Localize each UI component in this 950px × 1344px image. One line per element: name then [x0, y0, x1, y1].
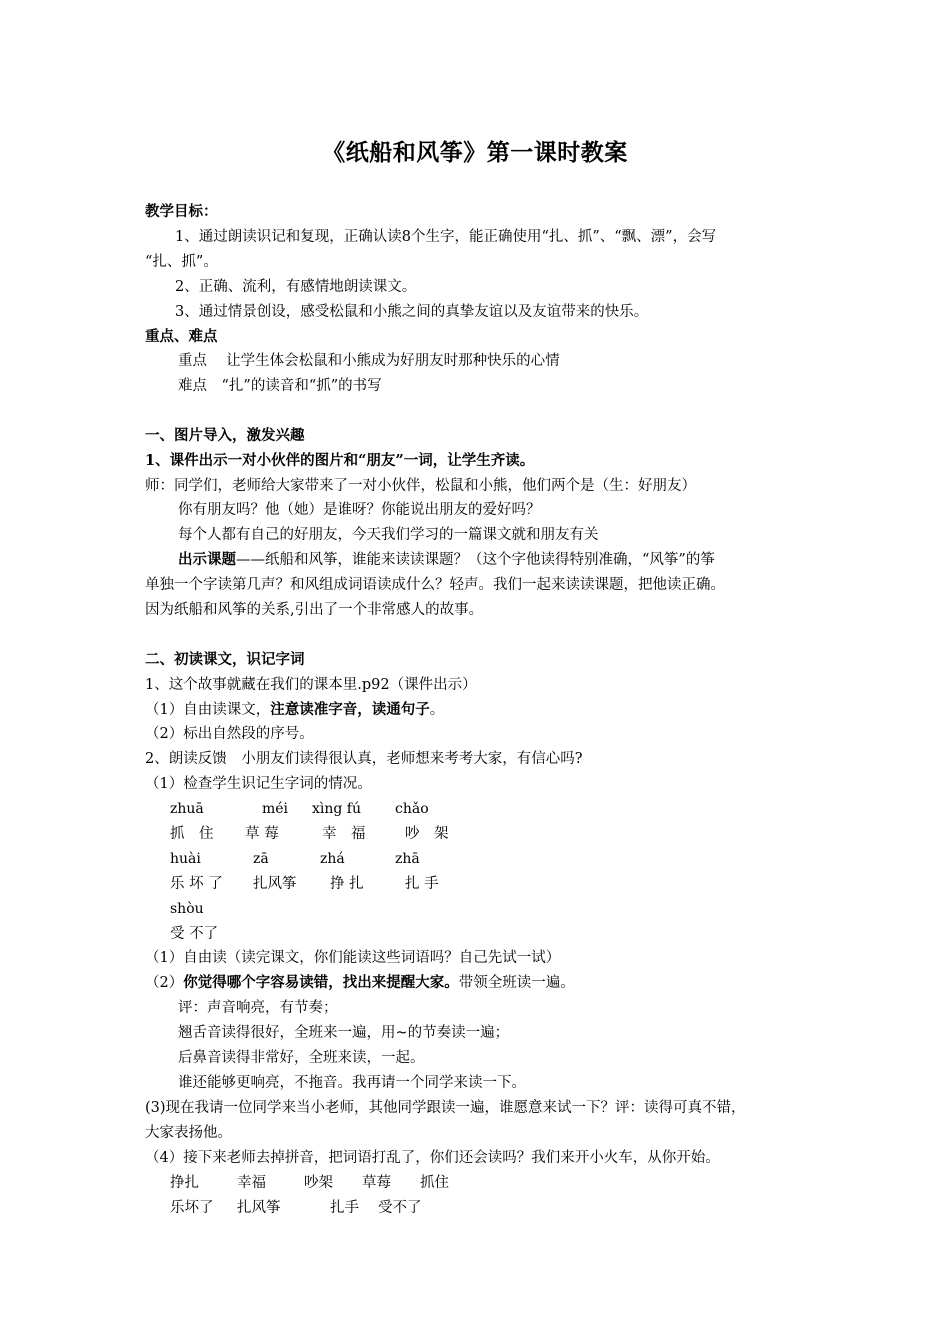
pinyin: méi — [262, 801, 289, 817]
section-2-item-2a: （1）检查学生识记生字词的情况。 — [145, 776, 372, 792]
vocab-word: 乐 坏 了 — [170, 876, 223, 892]
pinyin: shòu — [170, 901, 204, 917]
goal-1b: “扎、抓”。 — [145, 254, 218, 270]
vocab-word: 幸 福 — [322, 826, 366, 842]
section-1-text-1: 师：同学们，老师给大家带来了一对小伙伴，松鼠和小熊，他们两个是（生：好朋友） — [145, 478, 696, 494]
section-1-text-6: 因为纸船和风筝的关系,引出了一个非常感人的故事。 — [145, 602, 484, 618]
show-title-label: 出示课题 — [178, 551, 236, 568]
item-1a-suffix: 。 — [429, 702, 445, 718]
vocab-word: 扎 手 — [405, 876, 439, 892]
section-2-b2 — [145, 971, 575, 995]
b2-prefix: （2） — [145, 975, 184, 991]
section-2-heading: 二、初读课文，识记字词 — [145, 651, 305, 668]
section-1-text-2: 你有朋友吗？他（她）是谁呀？你能说出朋友的爱好吗？ — [178, 502, 541, 518]
vocab-word: 挣 扎 — [330, 876, 364, 892]
pinyin: zhā — [395, 851, 420, 867]
pinyin: zhuā — [170, 801, 204, 817]
page-title: 《纸船和风筝》第一课时教案 — [322, 139, 628, 166]
vocab-word: 草莓 — [362, 1175, 391, 1191]
section-1-text-3: 每个人都有自己的好朋友，今天我们学习的一篇课文就和朋友有关 — [178, 527, 599, 543]
goal-2: 2、正确、流利，有感情地朗读课文。 — [175, 279, 417, 295]
vocab-word: 吵架 — [304, 1175, 333, 1191]
section-2-d1: (3)现在我请一位同学来当小老师，其他同学跟读一遍，谁愿意来试一下？评：读得可真不错， — [145, 1100, 746, 1116]
comment-4: 谁还能够更响亮，不拖音。我再请一个同学来读一下。 — [178, 1075, 526, 1091]
goal-3: 3、通过情景创设，感受松鼠和小熊之间的真挚友谊以及友谊带来的快乐。 — [175, 304, 649, 320]
pinyin: chǎo — [395, 801, 429, 817]
vocab-word: 扎手 — [330, 1200, 359, 1216]
item-1a-prefix: （1）自由读课文， — [145, 702, 271, 718]
pinyin: zā — [253, 851, 269, 867]
goal-1a: 1、通过朗读识记和复现，正确认读8个生字，能正确使用“扎、抓”、“飘、漂”，会写 — [175, 229, 717, 245]
vocab-word: 吵 架 — [405, 826, 449, 842]
key-point: 重点 让学生体会松鼠和小熊成为好朋友时那种快乐的心情 — [178, 353, 560, 369]
vocab-word: 幸福 — [237, 1175, 266, 1191]
comment-2: 翘舌音读得很好，全班来一遍，用~的节奏读一遍； — [178, 1025, 510, 1041]
item-1a-emphasis: 注意读准字音，读通句子 — [270, 701, 430, 718]
vocab-word: 草 莓 — [245, 826, 279, 842]
section-1-text-5: 单独一个字读第几声？和风组成词语读成什么？轻声。我们一起来读读课题，把他读正确。 — [145, 577, 725, 593]
vocab-word: 乐坏了 — [170, 1200, 214, 1216]
vocab-word: 抓 住 — [170, 826, 214, 842]
section-2-e1: （4）接下来老师去掉拼音，把词语打乱了，你们还会读吗？我们来开小火车，从你开始。 — [145, 1150, 720, 1166]
vocab-word: 扎风筝 — [253, 876, 297, 892]
b2-emphasis: 你觉得哪个字容易读错，找出来提醒大家。 — [183, 974, 459, 991]
vocab-word: 扎风筝 — [237, 1200, 281, 1216]
pinyin: zhá — [320, 851, 345, 867]
section-2-d2: 大家表扬他。 — [145, 1125, 232, 1141]
b2-suffix: 带领全班读一遍。 — [458, 975, 575, 991]
hard-point: 难点 “扎”的读音和“抓”的书写 — [178, 378, 382, 394]
section-1-heading: 一、图片导入，激发兴趣 — [145, 427, 305, 444]
vocab-word: 挣扎 — [170, 1175, 199, 1191]
vocab-word: 受不了 — [378, 1200, 422, 1216]
section-2-item-1a — [145, 698, 444, 722]
vocab-word: 抓住 — [420, 1175, 449, 1191]
key-heading: 重点、难点 — [145, 328, 218, 345]
comment-3: 后鼻音读得非常好，全班来读，一起。 — [178, 1050, 425, 1066]
section-2-item-1b: （2）标出自然段的序号。 — [145, 726, 314, 742]
comment-1: 评：声音响亮，有节奏； — [178, 1000, 338, 1016]
section-1-text-4 — [178, 548, 715, 572]
goals-heading: 教学目标： — [145, 203, 218, 220]
section-1-text-4-rest: ——纸船和风筝，谁能来读读课题？（这个字他读得特别准确，“风筝”的筝 — [236, 552, 715, 568]
vocab-word: 受 不了 — [170, 926, 219, 942]
pinyin: huài — [170, 851, 201, 867]
section-1-step-1: 1、课件出示一对小伙伴的图片和“朋友”一词，让学生齐读。 — [145, 452, 535, 469]
section-2-b1: （1）自由读（读完课文，你们能读这些词语吗？自己先试一试） — [145, 950, 561, 966]
section-2-item-1: 1、这个故事就藏在我们的课本里.p92（课件出示） — [145, 677, 477, 693]
section-2-item-2: 2、朗读反馈 小朋友们读得很认真，老师想来考考大家，有信心吗? — [145, 751, 583, 767]
pinyin: xìng fú — [312, 801, 361, 817]
